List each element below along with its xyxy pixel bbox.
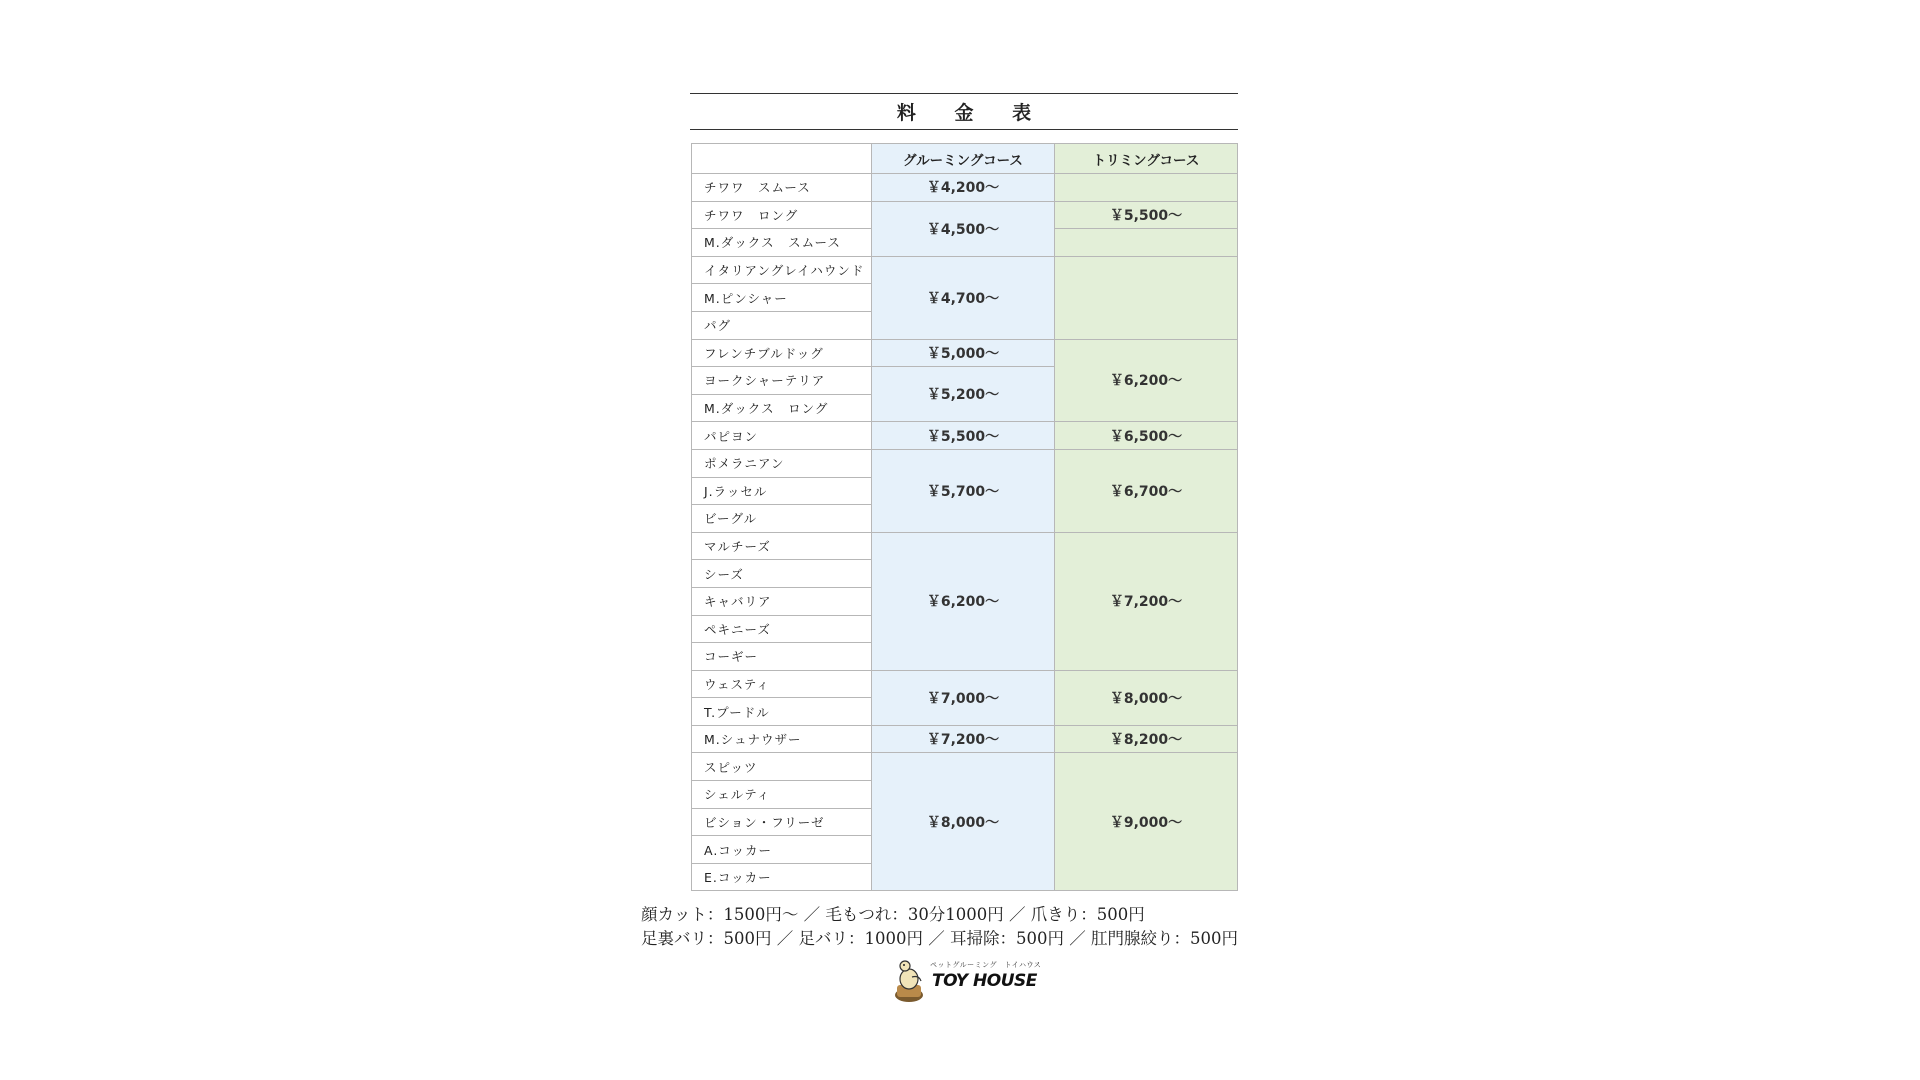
trimming-price: ￥7,200～ bbox=[1055, 532, 1238, 670]
trimming-price-empty bbox=[1055, 256, 1238, 339]
toy-house-logo bbox=[890, 955, 1042, 1005]
notes-line: 足裏バリ：500円 ／ 足バリ：1000円 ／ 耳掃除：500円 ／ 肛門腺絞り：500円 bbox=[641, 929, 1238, 948]
table-row bbox=[692, 256, 1238, 284]
table-row bbox=[692, 670, 1238, 698]
breed-name: チワワ スムース bbox=[692, 174, 872, 202]
logo-name: TOY HOUSE bbox=[932, 971, 1037, 991]
grooming-price: ￥7,000～ bbox=[872, 670, 1055, 725]
grooming-price: ￥4,200～ bbox=[872, 174, 1055, 202]
price-table bbox=[691, 143, 1238, 891]
table-row bbox=[692, 174, 1238, 202]
breed-name: パピヨン bbox=[692, 422, 872, 450]
breed-name: スピッツ bbox=[692, 753, 872, 781]
breed-name: コーギー bbox=[692, 643, 872, 671]
logo-tagline: ペットグルーミング トイハウス bbox=[930, 961, 1042, 969]
breed-name: A.コッカー bbox=[692, 836, 872, 864]
trimming-price-empty bbox=[1055, 229, 1238, 257]
table-row bbox=[692, 339, 1238, 367]
grooming-price: ￥7,200～ bbox=[872, 725, 1055, 753]
notes-line: 顔カット：1500円～ ／ 毛もつれ：30分1000円 ／ 爪きり：500円 bbox=[641, 905, 1145, 924]
table-row bbox=[692, 449, 1238, 477]
grooming-price: ￥5,200～ bbox=[872, 367, 1055, 422]
trimming-price: ￥6,700～ bbox=[1055, 449, 1238, 532]
table-header-row bbox=[692, 144, 1238, 174]
trimming-price: ￥6,200～ bbox=[1055, 339, 1238, 422]
breed-name: フレンチブルドッグ bbox=[692, 339, 872, 367]
breed-name: パグ bbox=[692, 311, 872, 339]
breed-name: マルチーズ bbox=[692, 532, 872, 560]
breed-name: イタリアングレイハウンド bbox=[692, 256, 872, 284]
trimming-price: ￥9,000～ bbox=[1055, 753, 1238, 891]
trimming-price: ￥5,500～ bbox=[1055, 201, 1238, 229]
table-row bbox=[692, 201, 1238, 229]
breed-name: ウェスティ bbox=[692, 670, 872, 698]
breed-name: M.ピンシャー bbox=[692, 284, 872, 312]
breed-name: ビーグル bbox=[692, 505, 872, 533]
mascot-icon bbox=[892, 957, 926, 1003]
header-grooming-course: グルーミングコース bbox=[872, 144, 1055, 174]
breed-name: シーズ bbox=[692, 560, 872, 588]
grooming-price: ￥4,500～ bbox=[872, 201, 1055, 256]
table-row bbox=[692, 725, 1238, 753]
table-row bbox=[692, 422, 1238, 450]
breed-name: チワワ ロング bbox=[692, 201, 872, 229]
grooming-price: ￥8,000～ bbox=[872, 753, 1055, 891]
grooming-price: ￥6,200～ bbox=[872, 532, 1055, 670]
table-row bbox=[692, 753, 1238, 781]
grooming-price: ￥5,500～ bbox=[872, 422, 1055, 450]
page-title: 料 金 表 bbox=[690, 93, 1238, 130]
trimming-price: ￥8,200～ bbox=[1055, 725, 1238, 753]
additional-services-notes bbox=[641, 903, 1301, 951]
trimming-price-empty bbox=[1055, 174, 1238, 202]
breed-name: ポメラニアン bbox=[692, 449, 872, 477]
breed-name: M.シュナウザー bbox=[692, 725, 872, 753]
grooming-price: ￥5,000～ bbox=[872, 339, 1055, 367]
trimming-price: ￥6,500～ bbox=[1055, 422, 1238, 450]
trimming-price: ￥8,000～ bbox=[1055, 670, 1238, 725]
breed-name: ヨークシャーテリア bbox=[692, 367, 872, 395]
header-breed bbox=[692, 144, 872, 174]
breed-name: ビション・フリーゼ bbox=[692, 808, 872, 836]
table-row bbox=[692, 532, 1238, 560]
breed-name: ペキニーズ bbox=[692, 615, 872, 643]
breed-name: M.ダックス ロング bbox=[692, 394, 872, 422]
grooming-price: ￥4,700～ bbox=[872, 256, 1055, 339]
breed-name: E.コッカー bbox=[692, 863, 872, 891]
header-trimming-course: トリミングコース bbox=[1055, 144, 1238, 174]
breed-name: M.ダックス スムース bbox=[692, 229, 872, 257]
breed-name: J.ラッセル bbox=[692, 477, 872, 505]
breed-name: キャバリア bbox=[692, 587, 872, 615]
breed-name: シェルティ bbox=[692, 781, 872, 809]
grooming-price: ￥5,700～ bbox=[872, 449, 1055, 532]
breed-name: T.プードル bbox=[692, 698, 872, 726]
